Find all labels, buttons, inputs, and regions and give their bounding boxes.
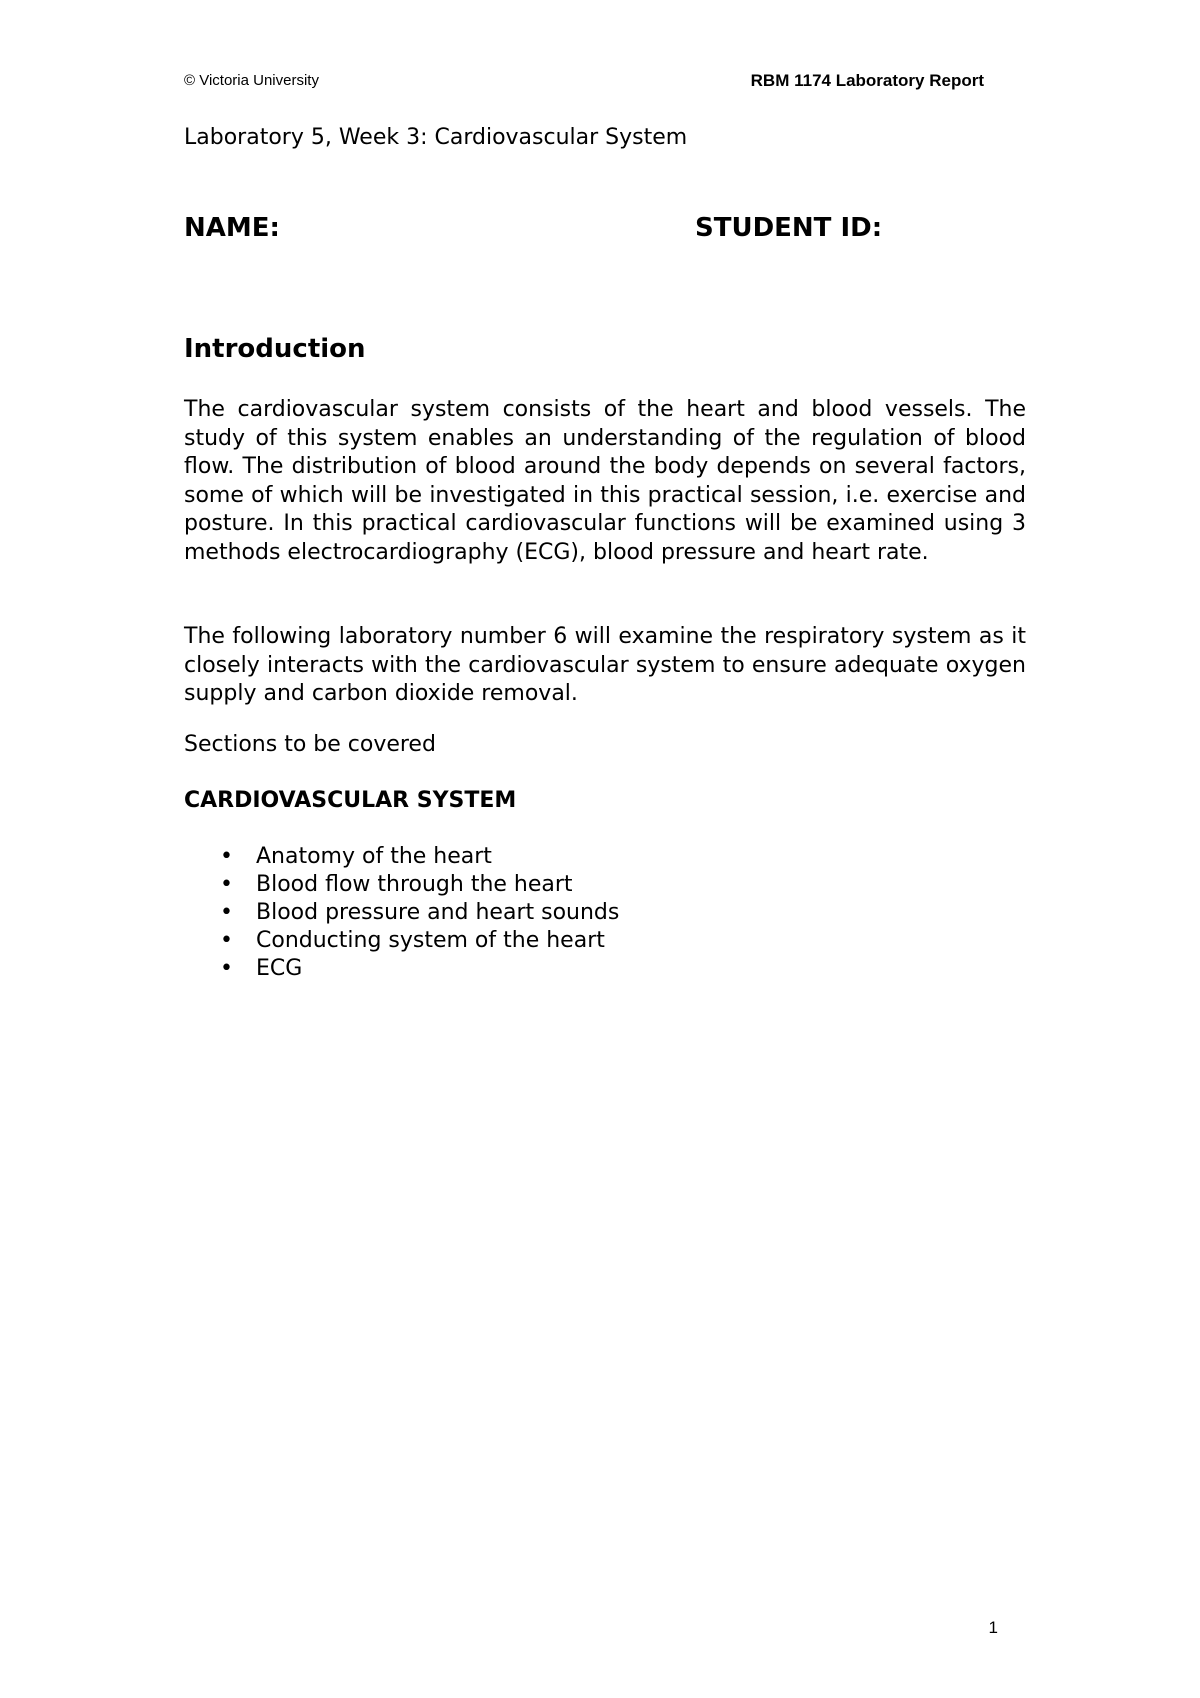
student-id-label: STUDENT ID: [695,213,883,243]
introduction-paragraph-1: The cardiovascular system consists of the heart and blood vessels. The study of this system enables an understanding of the regulation of blood flow. The distribution of blood around the body depends on several factors, some of which will be investigated in this practical session, i.e. exercise and posture. In this practical cardiovascular functions will be examined using 3 methods electrocardiography (ECG), blood pressure and heart rate. [184,397,1026,565]
page-number: 1 [988,1618,998,1637]
sections-list [184,843,619,983]
bullet-icon: • [220,928,233,953]
sections-label: Sections to be covered [184,732,436,757]
introduction-heading: Introduction [184,334,366,364]
bullet-icon: • [220,872,233,897]
bullet-icon: • [220,844,233,869]
name-label: NAME: [184,213,280,243]
list-item [184,871,619,899]
list-item [184,927,619,955]
list-item-text: Blood pressure and heart sounds [256,900,620,925]
header-report-title: RBM 1174 Laboratory Report [750,71,984,90]
list-item [184,843,619,871]
introduction-paragraph-2: The following laboratory number 6 will examine the respiratory system as it closely interacts with the cardiovascular system to ensure adequate oxygen supply and carbon dioxide removal. [184,624,1026,706]
header-copyright: © Victoria University [184,72,319,89]
bullet-icon: • [220,900,233,925]
bullet-icon: • [220,956,233,981]
list-item-text: Anatomy of the heart [256,844,492,869]
list-item-text: ECG [256,956,303,981]
list-item [184,955,619,983]
list-item-text: Blood flow through the heart [256,872,573,897]
lab-title: Laboratory 5, Week 3: Cardiovascular System [184,125,688,150]
list-item-text: Conducting system of the heart [256,928,605,953]
cardiovascular-system-heading: CARDIOVASCULAR SYSTEM [184,788,517,813]
list-item [184,899,619,927]
